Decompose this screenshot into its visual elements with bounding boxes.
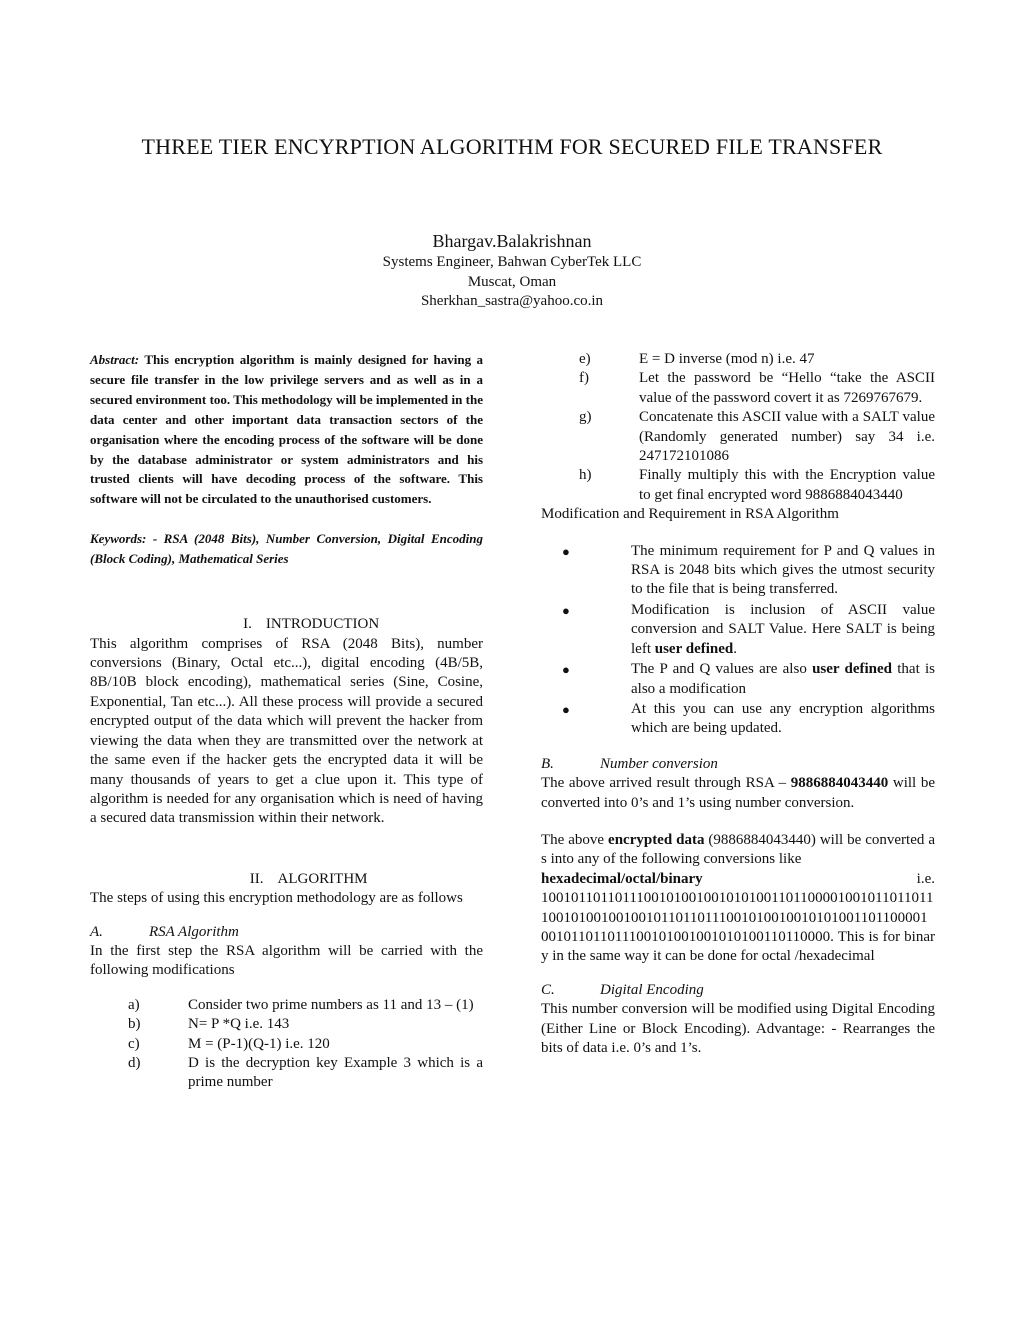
introduction-body: This algorithm comprises of RSA (2048 Bits), number conversions (Binary, Octal etc...), digital encoding (4B/5B, 8B/10B block encoding), mathematical series (Sine, Cosine, Exponential, Tan etc...). All these process will provide a secured encrypted output of the data which will prevent the hacker from viewing the data when they are transmitted over the network at the same even if the hacker gets the encrypted data it will be many thousands of years to get a clue upon it. This type of algorithm is needed for any organisation which is need of having a secured data transmission within their network.: [90, 635, 483, 827]
list-marker: h): [579, 467, 592, 484]
list-marker: a): [128, 996, 140, 1013]
list-text: D is the decryption key Example 3 which is a prime number: [188, 1054, 483, 1091]
list-item: [541, 350, 935, 369]
abstract: [90, 350, 483, 509]
section-heading-algorithm: [90, 870, 483, 889]
author-location: Muscat, Oman: [467, 273, 557, 290]
bullet-icon: ●: [562, 543, 570, 559]
list-text: Consider two prime numbers as 11 and 13 – (1): [188, 996, 474, 1013]
author-name: Bhargav.Balakrishnan: [432, 231, 592, 251]
list-text: N= P *Q i.e. 143: [188, 1016, 290, 1033]
list-marker: g): [579, 409, 592, 426]
number-conversion-para-2: The above encrypted data (9886884043440) will be converted as into any of the following conversions like hexadecimal/octal/binary i.e. 100101101101110010100100101010011011000010010110110111001010010010010110110111001010010010101001101100001001011011011100101001001010100110110000. This is for binary in the same way it can be done for octal /hexadecimal: [541, 831, 935, 965]
list-item: [90, 1015, 483, 1034]
list-text: The minimum requirement for P and Q values in RSA is 2048 bits which gives the utmost security to the file that is being transferred.: [631, 542, 935, 598]
rsa-body: In the first step the RSA algorithm will be carried with the following modifications: [90, 942, 483, 979]
subsection-number: A.: [90, 923, 103, 940]
list-marker: e): [579, 351, 591, 367]
list-item: [541, 466, 935, 505]
list-text: Modification is inclusion of ASCII value conversion and SALT Value. Here SALT is being left user defined.: [631, 601, 935, 657]
list-text: M = (P-1)(Q-1) i.e. 120: [188, 1035, 330, 1052]
paper-title: THREE TIER ENCYRPTION ALGORITHM FOR SECURED FILE TRANSFER: [141, 134, 883, 159]
bullet-icon: ●: [562, 602, 570, 618]
subsection-title: Number conversion: [600, 755, 718, 772]
subsection-number: B.: [541, 755, 554, 772]
list-text: Finally multiply this with the Encryption value to get final encrypted word 9886884043440: [639, 467, 935, 503]
rsa-steps-list: [90, 996, 483, 1093]
abstract-text: This encryption algorithm is mainly designed for having a secure file transfer in the low privilege servers and as well as in a secured environment too. This methodology will be implemented in the data center and other important data transaction sectors of the organisation where the encoding process of the software will be done by the database administrator or system administrators and his trusted clients will have decoding process of the software. This software will not be circulated to the unauthorised customers.: [90, 352, 483, 507]
list-marker: c): [128, 1035, 140, 1052]
list-marker: d): [128, 1054, 141, 1071]
subsection-title: RSA Algorithm: [149, 923, 239, 940]
author-position: Systems Engineer, Bahwan CyberTek LLC: [382, 254, 642, 270]
list-item: [541, 408, 935, 466]
list-text: Concatenate this ASCII value with a SALT value (Randomly generated number) say 34 i.e. 247172101086: [639, 409, 935, 465]
keywords: Keywords: - RSA (2048 Bits), Number Conversion, Digital Encoding (Block Coding), Mathematical Series: [90, 531, 483, 567]
list-item: [90, 1054, 483, 1093]
list-text: E = D inverse (mod n) i.e. 47: [639, 351, 815, 367]
digital-encoding-body: This number conversion will be modified using Digital Encoding (Either Line or Block Encoding). Advantage: - Rearranges the bits of data i.e. 0’s and 1’s.: [541, 1001, 935, 1056]
list-text: Let the password be “Hello “take the ASCII value of the password covert it as 7269767679.: [639, 370, 935, 406]
binary-string: 100101101101110010100100101010011011000010010110110111001010010010010110110111001010010010101001101100001001011011011100101001001010100110110000: [541, 890, 934, 945]
list-text: The P and Q values are also user defined that is also a modification: [631, 661, 936, 697]
list-item: [541, 660, 935, 699]
author-block: [262, 229, 762, 312]
left-column: [90, 350, 483, 1093]
right-column: [541, 350, 935, 1058]
section-title: INTRODUCTION: [265, 616, 380, 633]
abstract-label: Abstract:: [90, 352, 140, 367]
subsection-title: Digital Encoding: [600, 981, 704, 998]
list-text: At this you can use any encryption algorithms which are being updated.: [631, 700, 935, 737]
list-marker: f): [579, 370, 589, 387]
bullet-icon: ●: [562, 701, 570, 717]
requirements-title: Modification and Requirement in RSA Algorithm: [541, 506, 839, 523]
list-item: [541, 542, 935, 600]
section-number: I.: [243, 616, 252, 633]
emphasis-user-defined: user defined: [812, 661, 893, 678]
list-item: [90, 996, 483, 1015]
author-email: Sherkhan_sastra@yahoo.co.in: [420, 293, 604, 309]
list-item: [90, 1035, 483, 1054]
list-item: [541, 369, 935, 408]
subsection-heading-number-conversion: [541, 755, 935, 774]
list-item: [541, 601, 935, 659]
list-item: [541, 700, 935, 739]
subsection-heading-rsa: [90, 923, 483, 942]
subsection-heading-digital-encoding: [541, 981, 935, 1000]
algorithm-body: The steps of using this encryption methodology are as follows: [90, 890, 463, 907]
encrypted-value: 9886884043440: [790, 775, 889, 792]
section-title: ALGORITHM: [277, 870, 368, 887]
subsection-number: C.: [541, 981, 555, 998]
list-marker: b): [128, 1016, 141, 1033]
emphasis-user-defined: user defined: [654, 640, 734, 657]
requirements-list: [541, 542, 935, 739]
section-number: II.: [249, 870, 264, 887]
bullet-icon: ●: [562, 662, 570, 678]
number-conversion-para-1: The above arrived result through RSA – 9886884043440 will be converted into 0’s and 1’s using number conversion.: [541, 775, 935, 811]
section-heading-introduction: [90, 615, 483, 634]
